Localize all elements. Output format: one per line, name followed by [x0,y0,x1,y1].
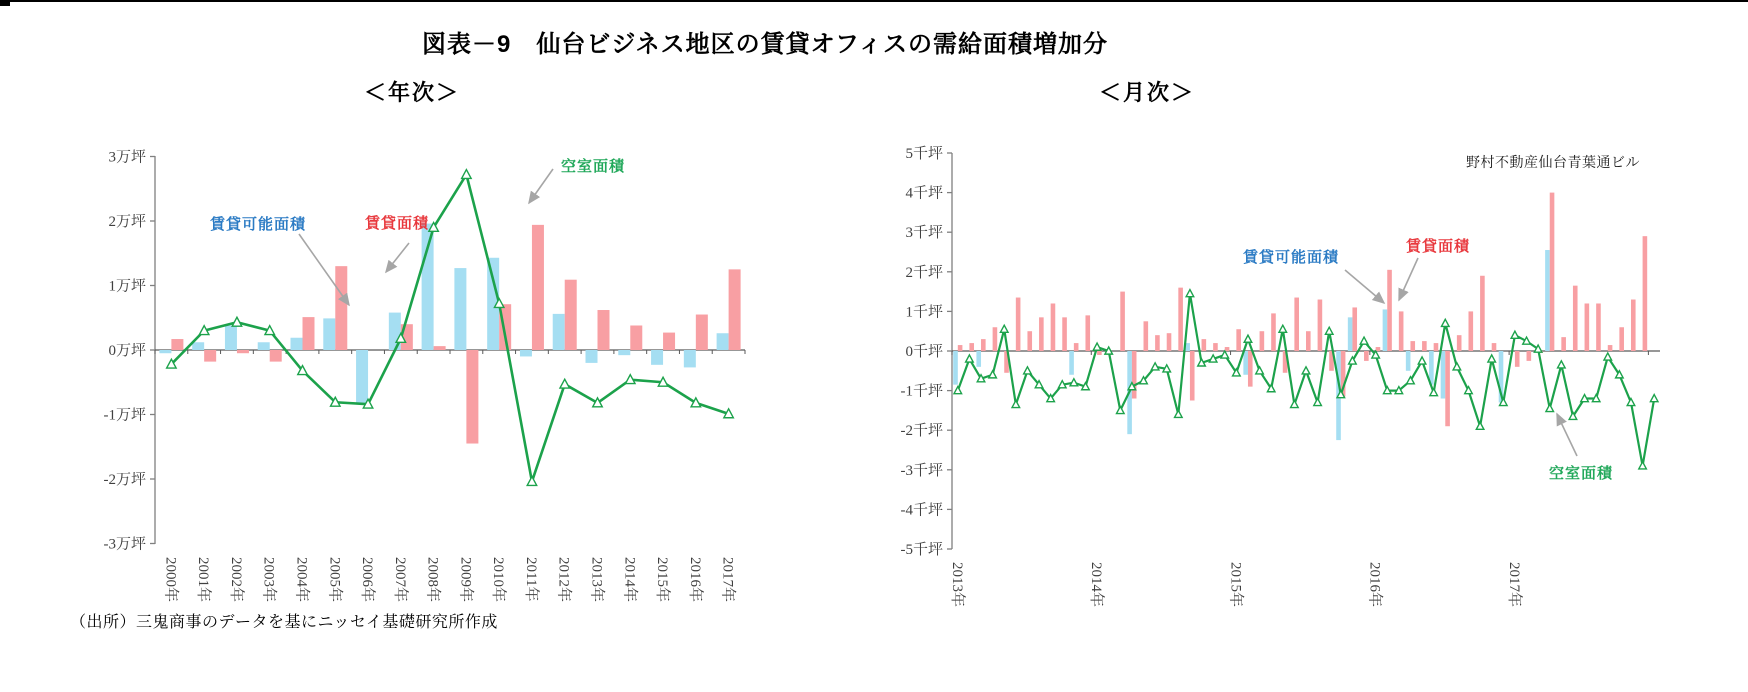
svg-text:2001年: 2001年 [195,557,212,603]
figure-title: 図表－9 仙台ビジネス地区の賃貸オフィスの需給面積増加分 [422,31,1108,58]
svg-text:2万坪: 2万坪 [108,214,146,230]
annual-vacancy-area-label: 空室面積 [561,158,626,175]
svg-text:3千坪: 3千坪 [905,225,943,242]
svg-text:0千坪: 0千坪 [905,344,943,360]
svg-text:2014年: 2014年 [621,557,638,603]
svg-text:2005年: 2005年 [326,557,343,603]
svg-text:2011年: 2011年 [522,557,539,602]
svg-text:-1万坪: -1万坪 [103,407,146,424]
svg-text:-4千坪: -4千坪 [900,502,943,519]
annual-rented-arrow [386,243,409,272]
svg-text:2017年: 2017年 [719,557,736,603]
svg-text:2004年: 2004年 [293,557,310,603]
svg-text:0万坪: 0万坪 [108,343,146,359]
monthly-chart-bars-rented [958,193,1647,427]
svg-text:-5千坪: -5千坪 [900,542,943,558]
svg-text:2003年: 2003年 [260,557,277,603]
svg-text:2千坪: 2千坪 [905,264,943,281]
svg-text:2009年: 2009年 [457,557,474,603]
svg-text:2013年: 2013年 [588,557,605,603]
svg-text:2006年: 2006年 [359,557,376,603]
svg-text:2008年: 2008年 [424,557,441,603]
svg-text:2016年: 2016年 [1366,562,1383,608]
monthly-rented-arrow [1399,258,1418,300]
svg-text:-1千坪: -1千坪 [900,383,943,400]
monthly-chart [901,145,1661,607]
svg-text:1万坪: 1万坪 [108,278,146,295]
svg-text:-2万坪: -2万坪 [103,472,146,488]
svg-text:2012年: 2012年 [555,557,572,603]
monthly-chart-subtitle: ＜月次＞ [1098,80,1196,105]
monthly-rented-area-label: 賃貸面積 [1406,238,1471,255]
svg-text:2010年: 2010年 [490,557,507,603]
svg-text:1千坪: 1千坪 [905,304,943,321]
svg-text:4千坪: 4千坪 [905,185,943,202]
monthly-rentable-area-label: 賃貸可能面積 [1243,249,1340,266]
svg-text:3万坪: 3万坪 [108,149,146,166]
svg-text:2015年: 2015年 [654,557,671,603]
annual-chart-bars-rentable [159,224,728,405]
svg-text:2014年: 2014年 [1088,562,1105,608]
monthly-vacancy-area-label: 空室面積 [1549,465,1614,482]
svg-text:2002年: 2002年 [227,557,244,603]
monthly-rentable-arrow [1345,270,1384,303]
svg-text:-2千坪: -2千坪 [900,423,943,440]
svg-text:2016年: 2016年 [686,557,703,603]
svg-text:2013年: 2013年 [948,562,965,608]
svg-text:2015年: 2015年 [1227,562,1244,608]
annual-chart-subtitle: ＜年次＞ [363,80,461,105]
annual-rentable-area-label: 賃貸可能面積 [210,216,307,233]
monthly-vacancy-arrow [1557,414,1577,456]
annual-rented-area-label: 賃貸面積 [365,215,430,232]
source-note: （出所）三鬼商事のデータを基にニッセイ基礎研究所作成 [70,614,498,631]
svg-text:-3万坪: -3万坪 [103,536,146,553]
svg-text:2017年: 2017年 [1505,562,1522,608]
annual-vacancy-arrow [529,169,553,203]
svg-text:-3千坪: -3千坪 [900,462,943,479]
svg-text:2007年: 2007年 [391,557,408,603]
building-annotation: 野村不動産仙台青葉通ビル [1466,154,1640,170]
svg-text:5千坪: 5千坪 [905,146,943,162]
svg-text:2000年: 2000年 [162,557,179,603]
